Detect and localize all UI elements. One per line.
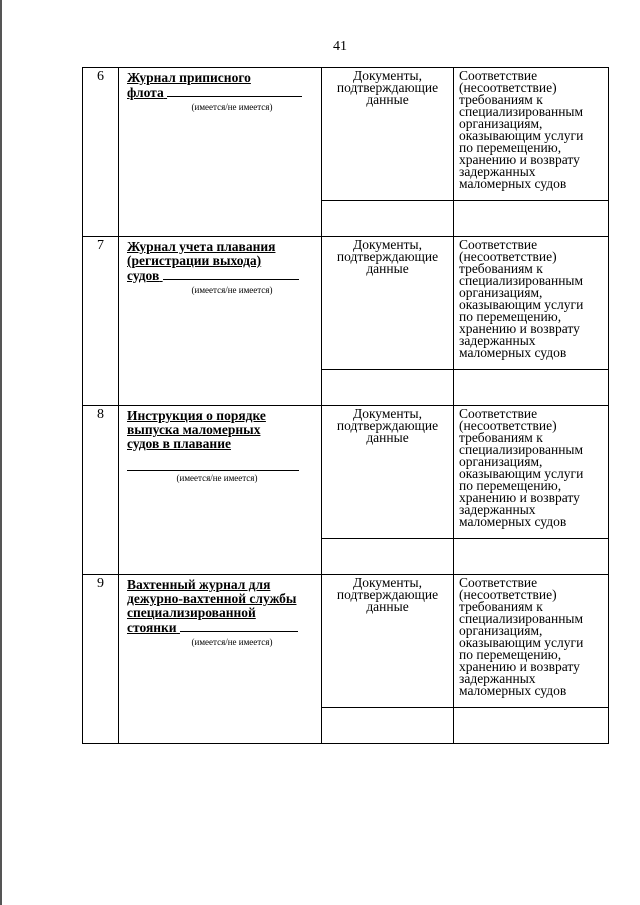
- criterion-text-line: Соответствие: [459, 237, 538, 252]
- criterion-input-cell[interactable]: [454, 370, 609, 406]
- criterion-text-line: Соответствие: [459, 575, 538, 590]
- documents-text-line: данные: [366, 430, 409, 445]
- item-name-cell: [119, 575, 322, 744]
- item-title-line: Журнал учета плавания: [127, 239, 276, 254]
- criterion-text-line: Соответствие: [459, 406, 538, 421]
- item-title-line: стоянки: [127, 620, 177, 635]
- item-title-line: судов: [127, 268, 160, 283]
- item-name-cell: [119, 406, 322, 575]
- criterion-text-line: оказывающим услуги: [459, 128, 584, 143]
- criterion-text-line: маломерных судов: [459, 176, 567, 191]
- documents-cell: [322, 406, 454, 539]
- item-title-line: выпуска маломерных: [127, 422, 261, 437]
- item-title-line: дежурно-вахтенной службы: [127, 591, 297, 606]
- item-title-line: Инструкция о порядке: [127, 408, 266, 423]
- documents-text-line: подтверждающие: [336, 418, 439, 433]
- fill-in-line[interactable]: [163, 268, 299, 280]
- documents-cell: [322, 68, 454, 201]
- criterion-text-line: оказывающим услуги: [459, 297, 584, 312]
- criterion-text-line: хранению и возврату: [459, 490, 580, 505]
- row-number: 7: [83, 237, 119, 406]
- criterion-cell: [454, 575, 609, 708]
- documents-input-cell[interactable]: [322, 370, 454, 406]
- criterion-text-line: требованиям к: [459, 261, 543, 276]
- item-title-line: флота: [127, 85, 164, 100]
- documents-text-line: данные: [366, 92, 409, 107]
- page-number: 41: [333, 39, 347, 54]
- criterion-text-line: оказывающим услуги: [459, 635, 584, 650]
- documents-text-line: данные: [366, 599, 409, 614]
- criterion-text-line: маломерных судов: [459, 514, 567, 529]
- criterion-input-cell[interactable]: [454, 539, 609, 575]
- documents-input-cell[interactable]: [322, 708, 454, 744]
- documents-text-line: Документы,: [352, 68, 422, 83]
- criterion-text-line: Соответствие: [459, 68, 538, 83]
- table-row: [83, 406, 609, 539]
- fill-in-line[interactable]: [167, 85, 302, 97]
- item-title: [127, 71, 317, 100]
- criterion-text-line: по перемещению,: [459, 647, 562, 662]
- criterion-text-line: специализированным: [459, 611, 584, 626]
- documents-cell: [322, 237, 454, 370]
- criterion-text-line: организациям,: [459, 116, 543, 131]
- documents-input-cell[interactable]: [322, 201, 454, 237]
- item-name-cell: [119, 68, 322, 237]
- criterion-text-line: специализированным: [459, 104, 584, 119]
- criterion-text-line: хранению и возврату: [459, 321, 580, 336]
- criterion-text-line: задержанных: [459, 671, 536, 686]
- table-row: [83, 575, 609, 708]
- criterion-text-line: требованиям к: [459, 430, 543, 445]
- criterion-text-line: (несоответствие): [459, 587, 557, 602]
- page-edge-shadow: [0, 0, 2, 905]
- criterion-cell: [454, 237, 609, 370]
- documents-text-line: подтверждающие: [336, 80, 439, 95]
- criterion-text-line: хранению и возврату: [459, 659, 580, 674]
- item-title: [127, 409, 317, 451]
- row-number: 6: [83, 68, 119, 237]
- criterion-text-line: по перемещению,: [459, 140, 562, 155]
- documents-text-line: Документы,: [352, 237, 422, 252]
- criterion-text-line: организациям,: [459, 623, 543, 638]
- documents-cell: [322, 575, 454, 708]
- criterion-cell: [454, 68, 609, 201]
- documents-text-line: данные: [366, 261, 409, 276]
- documents-input-cell[interactable]: [322, 539, 454, 575]
- item-title-line: Вахтенный журнал для: [127, 577, 271, 592]
- item-title: [127, 240, 317, 283]
- item-name-cell: [119, 237, 322, 406]
- criterion-text-line: организациям,: [459, 454, 543, 469]
- availability-hint: (имеется/не имеется): [191, 285, 273, 295]
- criterion-text-line: задержанных: [459, 502, 536, 517]
- criterion-text-line: (несоответствие): [459, 80, 557, 95]
- criterion-text-line: специализированным: [459, 442, 584, 457]
- criterion-text-line: задержанных: [459, 333, 536, 348]
- item-title-line: судов в плавание: [127, 436, 231, 451]
- item-title: [127, 578, 317, 635]
- table-row: [83, 68, 609, 201]
- criterion-text-line: по перемещению,: [459, 478, 562, 493]
- documents-text-line: Документы,: [352, 575, 422, 590]
- availability-hint: (имеется/не имеется): [191, 637, 273, 647]
- criterion-input-cell[interactable]: [454, 201, 609, 237]
- documents-text-line: подтверждающие: [336, 249, 439, 264]
- availability-hint: (имеется/не имеется): [176, 473, 258, 483]
- criterion-text-line: маломерных судов: [459, 345, 567, 360]
- documents-text-line: подтверждающие: [336, 587, 439, 602]
- row-number: 8: [83, 406, 119, 575]
- fill-in-line[interactable]: [127, 459, 299, 471]
- item-title-line: Журнал приписного: [127, 70, 251, 85]
- criterion-text-line: (несоответствие): [459, 418, 557, 433]
- criterion-cell: [454, 406, 609, 539]
- criterion-text-line: задержанных: [459, 164, 536, 179]
- documents-text-line: Документы,: [352, 406, 422, 421]
- criterion-text-line: хранению и возврату: [459, 152, 580, 167]
- availability-hint: (имеется/не имеется): [191, 102, 273, 112]
- table-row: [83, 237, 609, 370]
- criterion-text-line: по перемещению,: [459, 309, 562, 324]
- criterion-text-line: оказывающим услуги: [459, 466, 584, 481]
- criterion-input-cell[interactable]: [454, 708, 609, 744]
- criterion-text-line: организациям,: [459, 285, 543, 300]
- criterion-text-line: специализированным: [459, 273, 584, 288]
- criterion-text-line: (несоответствие): [459, 249, 557, 264]
- item-title-line: (регистрации выхода): [127, 253, 262, 268]
- criterion-text-line: требованиям к: [459, 599, 543, 614]
- fill-in-line[interactable]: [180, 620, 298, 632]
- criterion-text-line: требованиям к: [459, 92, 543, 107]
- criterion-text-line: маломерных судов: [459, 683, 567, 698]
- checklist-table: [82, 67, 609, 744]
- row-number: 9: [83, 575, 119, 744]
- item-title-line: специализированной: [127, 605, 256, 620]
